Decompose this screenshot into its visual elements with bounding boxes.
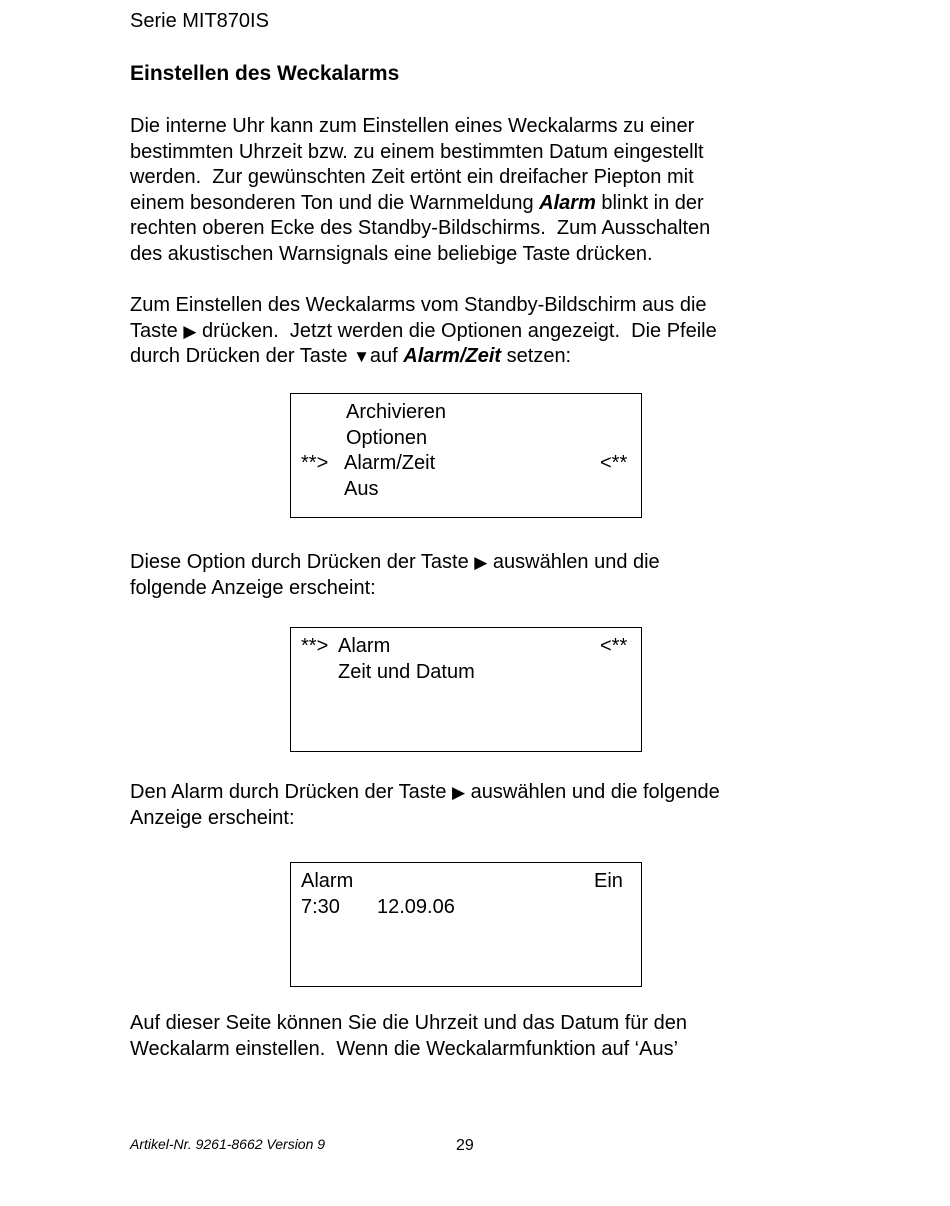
text-line: werden. Zur gewünschten Zeit ertönt ein dreifacher Piepton mit	[130, 166, 694, 189]
display-screen-options-menu	[290, 393, 642, 518]
selection-marker-left: **>	[301, 452, 329, 474]
text-line: des akustischen Warnsignals eine beliebige Taste drücken.	[130, 242, 653, 265]
text-line: Zum Einstellen des Weckalarms vom Standby-Bildschirm aus die	[130, 294, 707, 316]
selection-marker-right: <**	[600, 635, 628, 657]
text-run: auswählen und die folgende	[465, 781, 720, 803]
alarm-zeit-keyword: Alarm/Zeit	[403, 345, 502, 368]
display-screen-alarm-menu	[290, 627, 642, 752]
text-run: drücken. Jetzt werden die Optionen angezeigt. Die Pfeile	[196, 319, 717, 342]
alarm-keyword: Alarm	[539, 191, 596, 214]
text-line	[130, 191, 830, 217]
section-heading: Einstellen des Weckalarms	[130, 62, 400, 85]
text-line: Weckalarm einstellen. Wenn die Weckalarmfunktion auf ‘Aus’	[130, 1037, 679, 1060]
text-line: Anzeige erscheint:	[130, 806, 295, 829]
paragraph-intro	[130, 114, 830, 268]
right-arrow-key-icon: ▶	[452, 783, 466, 802]
selection-marker-right: <**	[600, 452, 628, 474]
text-run: blinkt in der	[595, 191, 704, 214]
display-screen-alarm-settings	[290, 862, 642, 987]
text-run: einem besonderen Ton und die Warnmeldung	[130, 191, 540, 214]
text-line: folgende Anzeige erscheint:	[130, 576, 376, 599]
page-number: 29	[456, 1137, 474, 1154]
paragraph-select-option	[130, 550, 830, 601]
down-arrow-key-icon: ▼	[353, 347, 370, 367]
text-run: Diese Option durch Drücken der Taste	[130, 551, 475, 573]
right-arrow-key-icon: ▶	[474, 553, 488, 572]
text-line: bestimmten Uhrzeit bzw. zu einem bestimmten Datum eingestellt	[130, 140, 704, 163]
text-run: Den Alarm durch Drücken der Taste	[130, 781, 453, 803]
text-line: Die interne Uhr kann zum Einstellen eines Weckalarms zu einer	[130, 115, 695, 137]
alarm-time: 7:30	[301, 896, 340, 918]
text-run: durch Drücken der Taste	[130, 345, 354, 368]
paragraph-instructions	[130, 293, 830, 370]
menu-item-archivieren: Archivieren	[346, 401, 447, 423]
paragraph-settings-info	[130, 1011, 830, 1062]
running-header: Serie MIT870IS	[130, 10, 269, 32]
article-number: Artikel-Nr. 9261-8662 Version 9	[130, 1136, 326, 1152]
text-line	[130, 550, 830, 576]
text-line	[130, 780, 830, 806]
menu-item-zeit-und-datum: Zeit und Datum	[338, 661, 475, 683]
menu-item-alarm: Alarm	[338, 635, 391, 657]
text-line	[130, 319, 830, 345]
menu-item-alarm-zeit: Alarm/Zeit	[344, 452, 436, 474]
selection-marker-left: **>	[301, 635, 329, 657]
alarm-date: 12.09.06	[377, 896, 455, 918]
text-run: setzen:	[501, 345, 572, 368]
text-line: Auf dieser Seite können Sie die Uhrzeit und das Datum für den	[130, 1012, 687, 1034]
text-line: rechten oberen Ecke des Standby-Bildschirms. Zum Ausschalten	[130, 217, 711, 240]
alarm-label: Alarm	[301, 870, 354, 892]
right-arrow-key-icon: ▶	[183, 321, 197, 341]
paragraph-select-alarm	[130, 780, 830, 831]
text-run: Taste	[130, 319, 184, 342]
text-line	[130, 344, 830, 370]
text-run: auswählen und die	[487, 551, 660, 573]
text-run: auf	[369, 345, 404, 368]
alarm-status: Ein	[594, 870, 623, 892]
menu-item-aus: Aus	[344, 478, 379, 500]
menu-item-optionen: Optionen	[346, 427, 428, 449]
